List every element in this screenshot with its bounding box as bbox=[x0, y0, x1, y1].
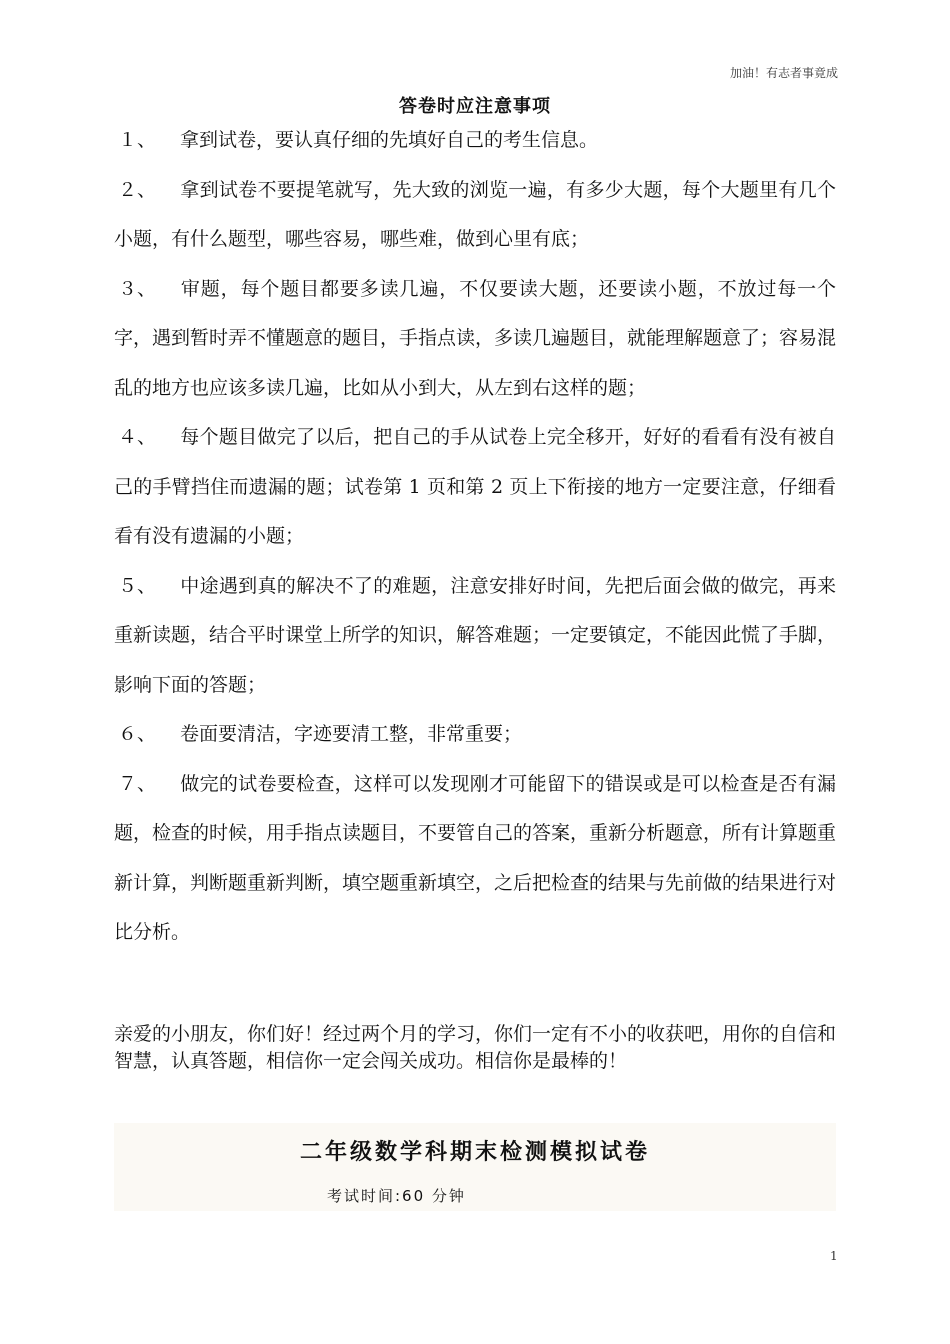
page-number: 1 bbox=[830, 1249, 838, 1263]
note-item-1 bbox=[114, 116, 836, 166]
note-number: ６、 bbox=[118, 723, 157, 745]
note-number: ４、 bbox=[118, 426, 157, 448]
note-item-6 bbox=[114, 710, 836, 760]
note-item-7 bbox=[114, 760, 836, 958]
notes-list bbox=[114, 116, 836, 958]
note-text: 审题，每个题目都要多读几遍，不仅要读大题，还要读小题，不放过每一个字，遇到暂时弄不懂题意的题目，手指点读，多读几遍题目，就能理解题意了；容易混乱的地方也应该多读几遍，比如从小到大，从左到右这样的题； bbox=[114, 277, 837, 399]
note-text: 做完的试卷要检查，这样可以发现刚才可能留下的错误或是可以检查是否有漏题，检查的时候，用手指点读题目，不要管自己的答案，重新分析题意，所有计算题重新计算，判断题重新判断，填空题重新填空，之后把检查的结果与先前做的结果进行对比分析。 bbox=[114, 772, 837, 943]
note-number: ３、 bbox=[118, 277, 157, 300]
note-text: 每个题目做完了以后，把自己的手从试卷上完全移开，好好的看看有没有被自己的手臂挡住而遗漏的题；试卷第 1 页和第 2 页上下衔接的地方一定要注意，仔细看看有没有遗漏的小题； bbox=[114, 426, 836, 547]
page-title: 答卷时应注意事项 bbox=[399, 96, 551, 117]
note-item-2 bbox=[114, 166, 836, 265]
note-text: 卷面要清洁，字迹要清工整，非常重要； bbox=[180, 723, 523, 745]
exam-time: 考试时间:60 分钟 bbox=[327, 1187, 466, 1205]
note-item-3 bbox=[114, 265, 836, 414]
note-item-5 bbox=[114, 562, 836, 711]
note-number: １、 bbox=[118, 129, 157, 151]
note-text: 中途遇到真的解决不了的难题，注意安排好时间，先把后面会做的做完，再来重新读题，结合平时课堂上所学的知识，解答难题；一定要镇定，不能因此慌了手脚，影响下面的答题； bbox=[114, 574, 837, 696]
note-number: ５、 bbox=[118, 574, 157, 597]
note-number: ２、 bbox=[118, 178, 157, 201]
exam-header-box bbox=[114, 1123, 836, 1211]
note-text: 拿到试卷不要提笔就写，先大致的浏览一遍，有多少大题，每个大题里有几个小题，有什么题型，哪些容易，哪些难，做到心里有底； bbox=[114, 178, 836, 250]
greeting-paragraph: 亲爱的小朋友，你们好！经过两个月的学习，你们一定有不小的收获吧，用你的自信和智慧，认真答题，相信你一定会闯关成功。相信你是最棒的！ bbox=[114, 1023, 837, 1072]
page-header-motto: 加油！有志者事竟成 bbox=[729, 66, 838, 80]
note-item-4 bbox=[114, 413, 836, 562]
exam-title: 二年级数学科期末检测模拟试卷 bbox=[299, 1140, 650, 1165]
note-number: ７、 bbox=[118, 772, 157, 795]
note-text: 拿到试卷，要认真仔细的先填好自己的考生信息。 bbox=[180, 129, 599, 151]
